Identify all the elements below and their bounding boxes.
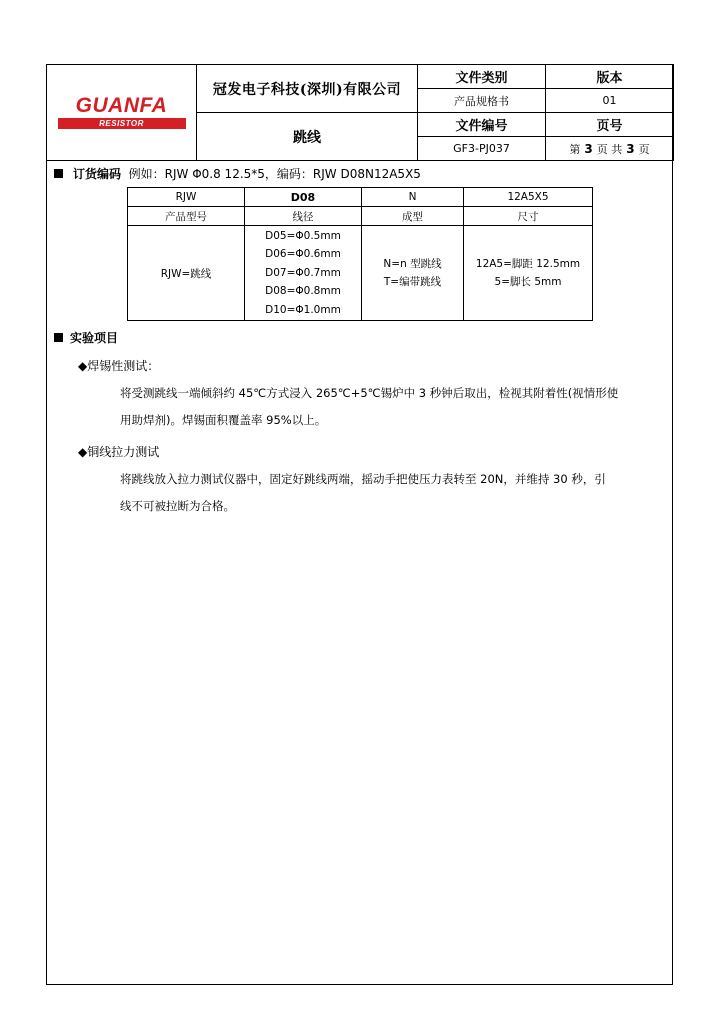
header-diameter: 线径: [245, 207, 362, 226]
header-forming: 成型: [362, 207, 464, 226]
header-model: 产品型号: [128, 207, 245, 226]
document-title: 跳线: [197, 113, 418, 161]
logo-brand: GUANFA: [75, 94, 168, 117]
code-size: 12A5X5: [464, 188, 593, 207]
diameter-option: D10=Φ1.0mm: [265, 303, 341, 316]
size-list: [464, 226, 593, 321]
page-number: [546, 137, 674, 161]
page-current: 3: [584, 141, 593, 156]
company-name: 冠发电子科技(深圳)有限公司: [197, 65, 418, 113]
paragraph-line: 将受测跳线一端倾斜约 45℃方式浸入 265℃+5℃锡炉中 3 秒钟后取出，检视其附着性(视情形使: [120, 386, 619, 400]
page-suffix: 页: [638, 142, 650, 156]
square-bullet-icon: [54, 169, 63, 178]
category-value: 产品规格书: [418, 89, 546, 113]
document-header: [46, 64, 674, 161]
diameter-option: D06=Φ0.6mm: [265, 248, 341, 261]
solderability-text: [120, 380, 618, 434]
tensile-title: ◆铜线拉力测试: [78, 445, 160, 459]
diameter-list: [245, 226, 362, 321]
code-diameter: D08: [245, 188, 362, 207]
version-label: 版本: [546, 65, 674, 89]
code-forming: N: [362, 188, 464, 207]
test-items-title: 实验项目: [70, 331, 119, 345]
paragraph-line: 线不可被拉断为合格。: [120, 499, 235, 513]
size-option: 12A5=脚距 12.5mm: [475, 257, 581, 270]
diameter-option: D08=Φ0.8mm: [265, 285, 341, 298]
order-code-title: 订货编码: [73, 167, 122, 181]
page-mid: 页 共: [596, 142, 623, 156]
diameter-option: D07=Φ0.7mm: [265, 266, 341, 279]
forming-list: [362, 226, 464, 321]
category-label: 文件类别: [418, 65, 546, 89]
square-bullet-icon: [54, 333, 63, 342]
order-code-line: [54, 165, 421, 182]
forming-option: T=编带跳线: [383, 276, 442, 288]
order-code-example: 例如：RJW Φ0.8 12.5*5，编码：RJW D08N12A5X5: [128, 167, 421, 181]
paragraph-line: 用助焊剂)。焊锡面积覆盖率 95%以上。: [120, 413, 327, 427]
guanfa-logo: [58, 95, 186, 129]
logo-cell: [47, 65, 197, 161]
page-prefix: 第: [569, 142, 581, 156]
header-size: 尺寸: [464, 207, 593, 226]
doc-number-label: 文件编号: [418, 113, 546, 137]
order-code-table: [127, 187, 593, 321]
version-value: 01: [546, 89, 674, 113]
logo-subtitle: RESISTOR: [58, 118, 186, 129]
model-desc: RJW=跳线: [128, 226, 245, 321]
diameter-option: D05=Φ0.5mm: [265, 229, 341, 242]
solderability-title: ◆焊锡性测试：: [78, 359, 160, 373]
test-items-heading: [54, 329, 118, 346]
code-model: RJW: [128, 188, 245, 207]
paragraph-line: 将跳线放入拉力测试仪器中，固定好跳线两端，摇动手把使压力表转至 20N，并维持 30 秒，引: [120, 472, 606, 486]
size-option: 5=脚长 5mm: [494, 276, 562, 288]
page-total: 3: [626, 141, 635, 156]
page-label: 页号: [546, 113, 674, 137]
doc-number-value: GF3-PJ037: [418, 137, 546, 161]
forming-option: N=n 型跳线: [383, 257, 442, 270]
tensile-text: [120, 466, 606, 520]
